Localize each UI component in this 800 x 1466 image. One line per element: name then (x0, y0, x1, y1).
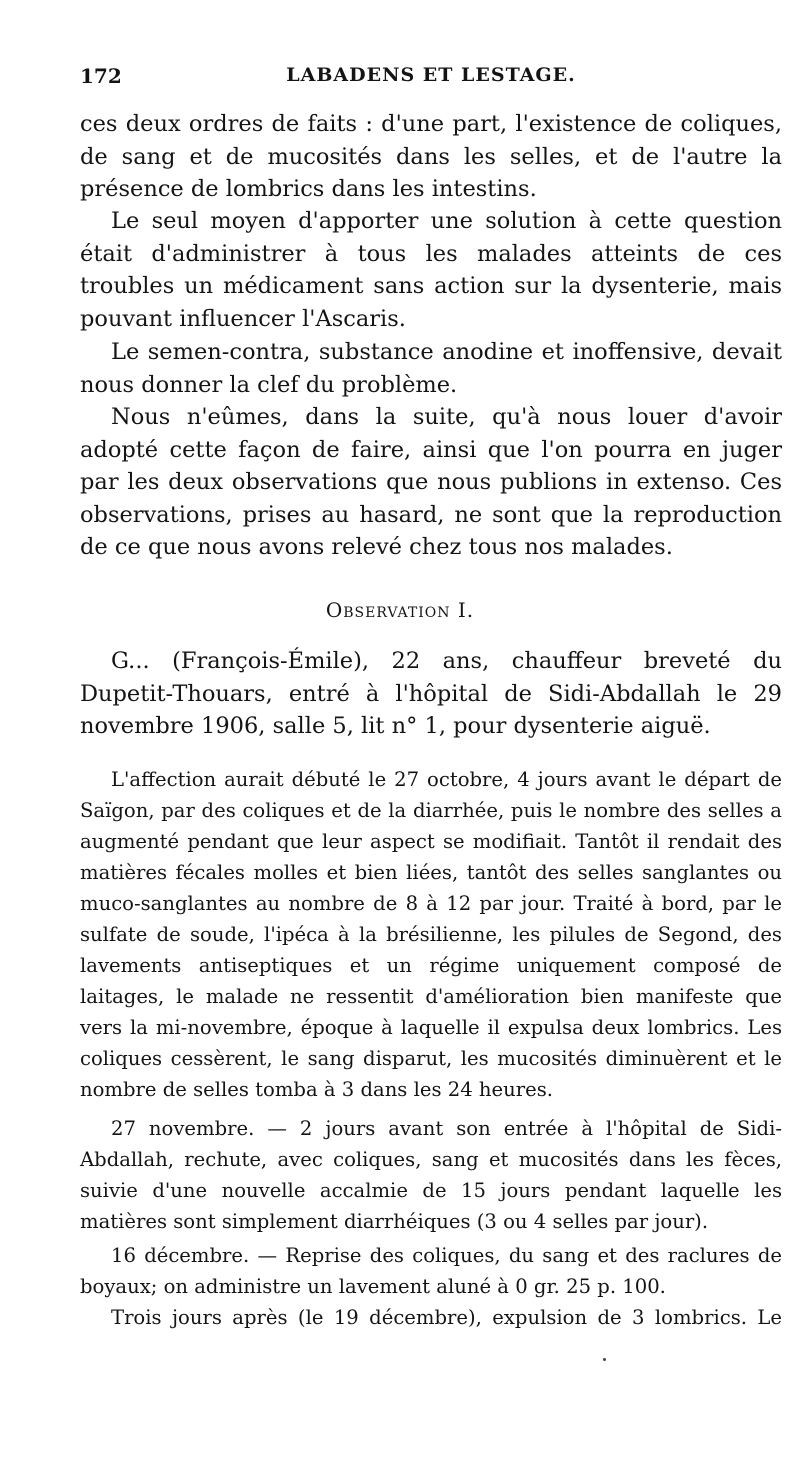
paragraph-continuation: ces deux ordres de faits : d'une part, l'existence de coliques, de sang et de mucosités dans les selles, et de l'autre la présence de lombrics dans les intestins. (80, 111, 782, 202)
page-header (80, 64, 782, 96)
paragraph-27-novembre: 27 novembre. — 2 jours avant son entrée à l'hôpital de Sidi-Abdallah, rechute, avec coliques, sang et mucosités dans les fèces, suivie d'une nouvelle accalmie de 15 jours pendant laquelle les matières sont simplement diarrhéiques (3 ou 4 selles par jour). (80, 1117, 782, 1233)
paragraph-history: L'affection aurait débuté le 27 octobre, 4 jours avant le départ de Saïgon, par des coliques et de la diarrhée, puis le nombre des selles a augmenté pendant que leur aspect se modifiait. Tantôt il rendait des matières fécales molles et bien liées, tantôt des selles sanglantes ou muco-sanglantes au nombre de 8 à 12 par jour. Traité à bord, par le sulfate de soude, l'ipéca à la brésilienne, les pilules de Segond, des lavements antiseptiques et un régime uniquement composé de laitages, le malade ne ressentit d'amélioration bien manifeste que vers la mi-novembre, époque à laquelle il expulsa deux lombrics. Les coliques cessèrent, le sang disparut, les mucosités diminuèrent et le nombre de selles tomba à 3 dans les 24 heures. (80, 768, 782, 1101)
paragraph-16-decembre: 16 décembre. — Reprise des coliques, du sang et des raclures de boyaux; on administre un lavement aluné à 0 gr. 25 p. 100. (80, 1244, 782, 1298)
ink-speck (603, 1358, 606, 1361)
paragraph-observations: Nous n'eûmes, dans la suite, qu'à nous louer d'avoir adopté cette façon de faire, ainsi que l'on pourra en juger par les deux observations que nous publions in extenso. Ces observations, prises au hasard, ne sont que la reproduction de ce que nous avons relevé chez tous nos malades. (80, 404, 782, 560)
paragraph-solution: Le seul moyen d'apporter une solution à cette question était d'administrer à tous les malades atteints de ces troubles un médicament sans action sur la dysenterie, mais pouvant influencer l'Ascaris. (80, 208, 782, 332)
paragraph-19-decembre: Trois jours après (le 19 décembre), expulsion de 3 lombrics. Le (111, 1306, 782, 1329)
observation-intro: G... (François-Émile), 22 ans, chauffeur breveté du Dupetit-Thouars, entré à l'hôpital de Sidi-Abdallah le 29 novembre 1906, salle 5, lit n° 1, pour dysenterie aiguë. (80, 648, 782, 739)
page-number: 172 (80, 64, 122, 88)
paragraph-semen-contra: Le semen-contra, substance anodine et inoffensive, devait nous donner la clef du problème. (80, 339, 782, 398)
observation-title: Observation I. (325, 598, 475, 622)
running-title: LABADENS ET LESTAGE. (286, 64, 576, 86)
